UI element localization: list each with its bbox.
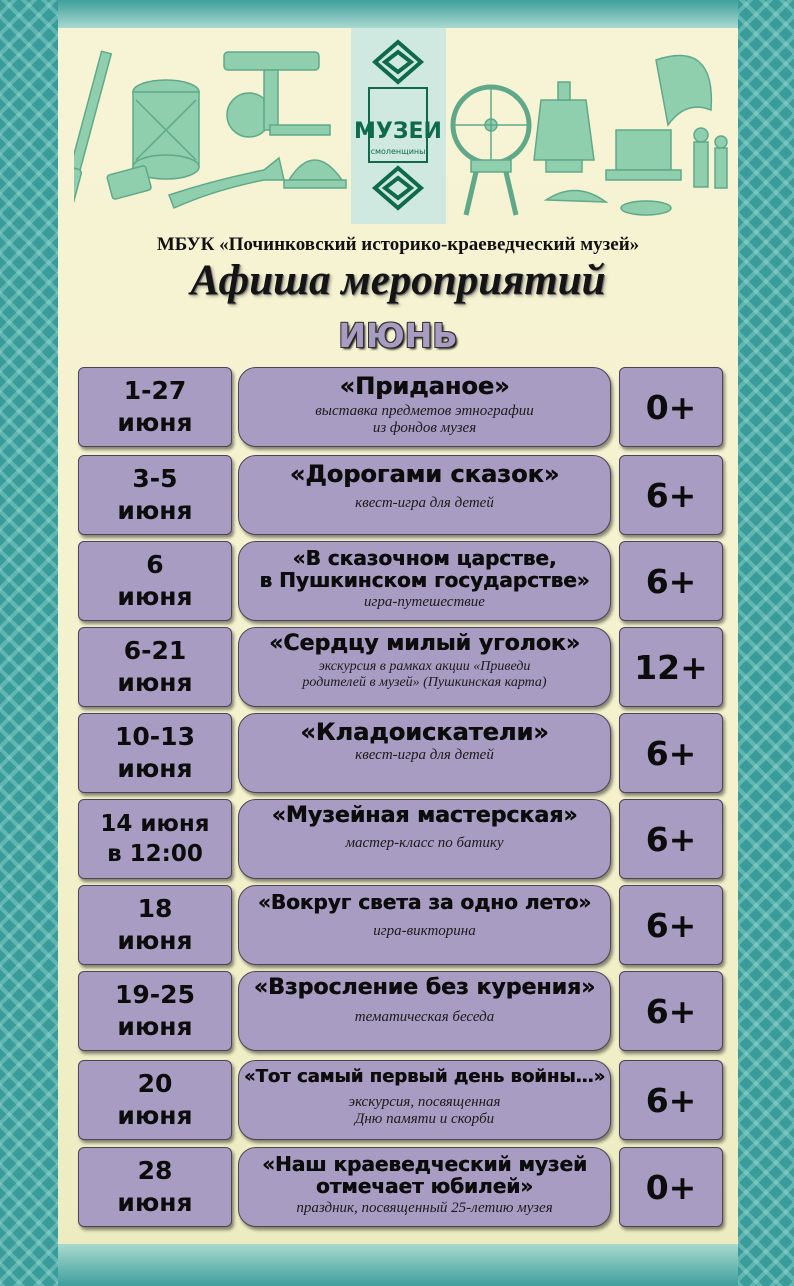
event-title: «Взросление без курения» bbox=[253, 975, 596, 1000]
event-title: «Кладоискатели» bbox=[300, 718, 549, 746]
event-date-line1: 19-25 bbox=[115, 980, 195, 1009]
helmet-icon bbox=[289, 160, 342, 180]
event-info-box bbox=[238, 455, 611, 535]
event-info-box bbox=[238, 367, 611, 447]
age-rating-box bbox=[619, 971, 723, 1051]
event-title: «Музейная мастерская» bbox=[271, 803, 578, 828]
event-subtitle: игра-путешествие bbox=[364, 594, 485, 610]
ornament-border-right bbox=[738, 0, 794, 1286]
event-subtitle: экскурсия, посвященная Дню памяти и скорби bbox=[348, 1094, 501, 1127]
event-subtitle: выставка предметов этнографии из фондов музея bbox=[315, 403, 534, 436]
samovar-icon bbox=[534, 100, 594, 160]
event-date-line1: 20 bbox=[137, 1069, 173, 1098]
event-date-line1: 18 bbox=[137, 894, 173, 923]
event-date-line2: июня bbox=[117, 926, 193, 955]
figure-icon bbox=[694, 142, 708, 187]
event-row bbox=[78, 799, 723, 879]
age-rating-box bbox=[619, 541, 723, 621]
age-rating: 12+ bbox=[634, 647, 708, 687]
event-date-box bbox=[78, 455, 232, 535]
age-rating-box bbox=[619, 1147, 723, 1227]
age-rating: 6+ bbox=[645, 991, 697, 1031]
age-rating-box bbox=[619, 455, 723, 535]
event-date-line1: 6 bbox=[146, 550, 164, 579]
event-date-line2: июня bbox=[117, 582, 193, 611]
age-rating-box bbox=[619, 713, 723, 793]
event-date-line2: в 12:00 bbox=[107, 841, 203, 867]
age-rating: 6+ bbox=[645, 819, 697, 859]
poster-title: Афиша мероприятий bbox=[190, 257, 606, 304]
age-rating: 6+ bbox=[645, 733, 697, 773]
event-row bbox=[78, 1147, 723, 1227]
event-subtitle: мастер-класс по батику bbox=[345, 835, 504, 851]
event-row bbox=[78, 541, 723, 621]
event-date-box bbox=[78, 1060, 232, 1140]
event-date-line1: 14 июня bbox=[100, 811, 210, 837]
event-info-box bbox=[238, 971, 611, 1051]
event-date-box bbox=[78, 1147, 232, 1227]
logo-text: МУЗЕИ bbox=[354, 119, 442, 144]
event-info-box bbox=[238, 627, 611, 707]
event-date-line2: июня bbox=[117, 668, 193, 697]
event-row bbox=[78, 971, 723, 1051]
event-title: «Тот самый первый день войны…» bbox=[243, 1066, 606, 1087]
event-info-box bbox=[238, 541, 611, 621]
age-rating: 0+ bbox=[645, 387, 697, 427]
organization-name: МБУК «Починковский историко-краеведческий музей» bbox=[156, 234, 640, 255]
event-date-line2: июня bbox=[117, 1101, 193, 1130]
event-date-line2: июня bbox=[117, 408, 193, 437]
event-date-box bbox=[78, 971, 232, 1051]
age-rating: 0+ bbox=[645, 1167, 697, 1207]
age-rating: 6+ bbox=[645, 475, 697, 515]
machine-gun-icon bbox=[224, 52, 319, 70]
panel-top-band bbox=[58, 0, 738, 28]
ornament-border-left bbox=[0, 0, 58, 1286]
event-date-line1: 3-5 bbox=[132, 464, 178, 493]
event-subtitle: тематическая беседа bbox=[354, 1009, 495, 1025]
event-title: «Наш краеведческий музей отмечает юбилей» bbox=[262, 1152, 587, 1198]
event-subtitle: квест-игра для детей bbox=[355, 747, 494, 763]
event-date-line1: 1-27 bbox=[123, 376, 187, 405]
event-subtitle: праздник, посвященный 25-летию музея bbox=[296, 1200, 553, 1216]
event-date-line2: июня bbox=[117, 754, 193, 783]
event-info-box bbox=[238, 799, 611, 879]
event-title: «Дорогами сказок» bbox=[289, 460, 560, 488]
gramophone-icon bbox=[656, 56, 711, 125]
event-date-line2: июня bbox=[117, 1188, 193, 1217]
event-subtitle: игра-викторина bbox=[373, 923, 476, 939]
event-info-box bbox=[238, 1060, 611, 1140]
poster-panel bbox=[58, 0, 738, 1286]
age-rating-box bbox=[619, 367, 723, 447]
age-rating-box bbox=[619, 885, 723, 965]
museums-logo bbox=[351, 28, 446, 224]
event-row bbox=[78, 367, 723, 447]
logo-subtext: смоленщины bbox=[370, 147, 426, 156]
event-date-line1: 6-21 bbox=[123, 636, 187, 665]
event-row bbox=[78, 627, 723, 707]
event-subtitle: экскурсия в рамках акции «Приведи родителей в музей» (Пушкинская карта) bbox=[302, 659, 547, 690]
event-date-box bbox=[78, 713, 232, 793]
event-date-box bbox=[78, 799, 232, 879]
event-date-line2: июня bbox=[117, 496, 193, 525]
event-date-line2: июня bbox=[117, 1012, 193, 1041]
age-rating: 6+ bbox=[645, 561, 697, 601]
event-info-box bbox=[238, 713, 611, 793]
age-rating: 6+ bbox=[645, 1080, 697, 1120]
panel-bottom-band bbox=[58, 1244, 738, 1286]
household-artifacts-illustration bbox=[446, 30, 730, 220]
event-subtitle: квест-игра для детей bbox=[355, 495, 494, 511]
age-rating: 6+ bbox=[645, 905, 697, 945]
event-row bbox=[78, 713, 723, 793]
event-date-box bbox=[78, 885, 232, 965]
event-title: «Вокруг света за одно лето» bbox=[257, 890, 592, 914]
event-date-box bbox=[78, 541, 232, 621]
month-label: ИЮНЬ bbox=[338, 316, 458, 355]
event-info-box bbox=[238, 885, 611, 965]
event-date-line1: 10-13 bbox=[115, 722, 195, 751]
event-date-line1: 28 bbox=[137, 1156, 173, 1185]
military-artifacts-illustration bbox=[74, 30, 354, 220]
event-row bbox=[78, 885, 723, 965]
age-rating-box bbox=[619, 799, 723, 879]
event-title: «Сердцу милый уголок» bbox=[269, 631, 580, 656]
event-info-box bbox=[238, 1147, 611, 1227]
event-row bbox=[78, 1060, 723, 1140]
event-title: «В сказочном царстве, в Пушкинском государстве» bbox=[259, 546, 590, 592]
age-rating-box bbox=[619, 627, 723, 707]
event-title: «Приданое» bbox=[339, 372, 510, 400]
event-row bbox=[78, 455, 723, 535]
event-date-box bbox=[78, 367, 232, 447]
event-date-box bbox=[78, 627, 232, 707]
age-rating-box bbox=[619, 1060, 723, 1140]
